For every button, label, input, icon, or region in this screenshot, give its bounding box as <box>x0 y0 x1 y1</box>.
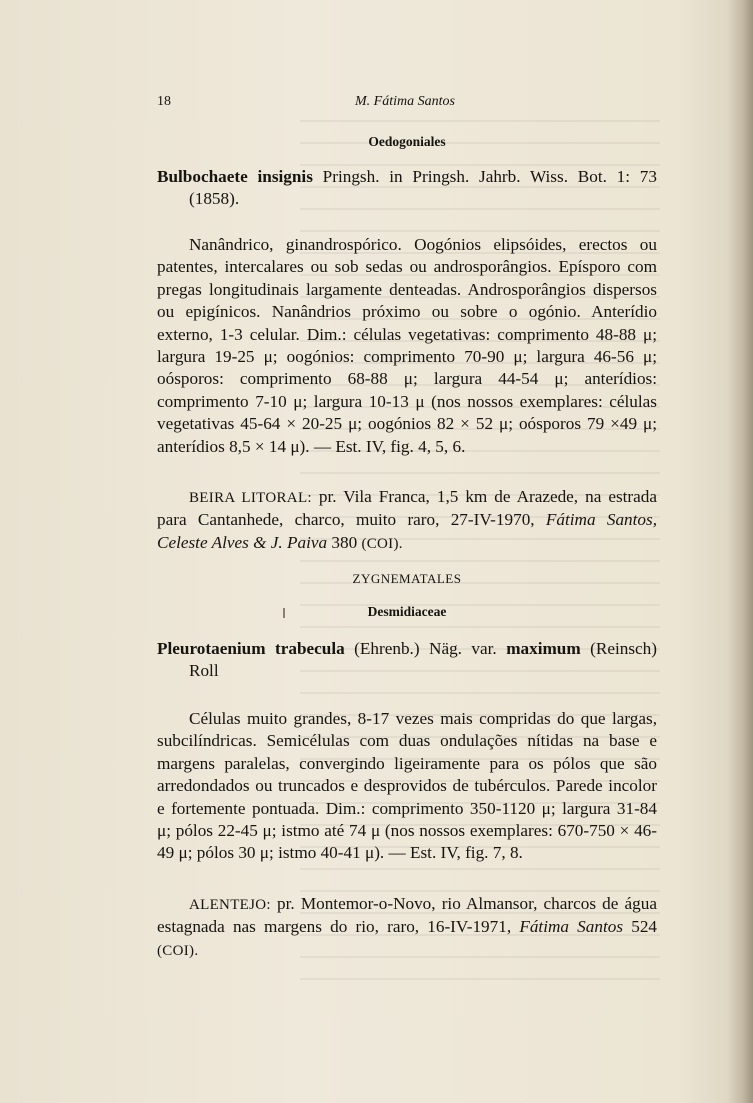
species-name-2: Pleurotaenium trabecula <box>157 639 345 658</box>
locality-record <box>157 486 657 555</box>
locality-record-2 <box>157 893 657 962</box>
locality-region: BEIRA LITORAL: <box>189 490 312 506</box>
order-heading-zygnematales: ZYGNEMATALES <box>352 571 462 586</box>
collector-number-2: 524 <box>623 917 658 937</box>
locality-text-2: pr. Montemor-o-Novo, rio Almansor, charcos de água estagnada nas margens do rio, raro, 16-IV-1971, <box>157 894 657 937</box>
species-authority-2b: (Reinsch) Roll <box>189 639 657 681</box>
running-head: M. Fátima Santos <box>355 94 455 109</box>
family-heading-oedogoniales: Oedogoniales <box>368 134 446 149</box>
species-authority: Pringsh. in Pringsh. Jahrb. Wiss. Bot. 1: 73 (1858). <box>189 167 657 209</box>
collectors-2: Fátima Santos <box>519 917 624 937</box>
species-description-2: Células muito grandes, 8-17 vezes mais compridas do que largas, subcilíndricas. Semicélulas com duas ondulações nítidas na base e margens paralelas, convergindo ligeiramente para os pólos que são arredondados ou truncados e desprovidos de tubérculos. Parede incolor e fortemente pontuada. Dim.: comprimento 350-1120 μ; largura 31-84 μ; pólos 22-45 μ; istmo até 74 μ (nos nossos exemplares: 670-750 × 46-49 μ; pólos 30 μ; istmo 40-41 μ). — Est. IV, fig. 7, 8. <box>157 709 657 863</box>
collectors: Fátima Santos, Celeste Alves & J. Paiva <box>157 510 658 552</box>
page-header <box>157 94 657 114</box>
collector-number: 380 <box>327 532 362 552</box>
herbarium-code-2: (COI). <box>157 942 199 959</box>
species-description: Nanândrico, ginandrospórico. Oogónios elipsóides, erectos ou patentes, intercalares ou sob sedas ou androsporângios. Epísporo com pregas longitudinais largamente denteadas. Androsporângios dispersos ou epigínicos. Nanândrios próximo ou sobre o ogónio. Anterídio externo, 1-3 celular. Dim.: células vegetativas: comprimento 48-88 μ; largura 19-25 μ; oogónios: comprimento 70-90 μ; largura 46-56 μ; oósporos: comprimento 68-88 μ; largura 44-54 μ; anterídios: comprimento 7-10 μ; largura 10-13 μ (nos nossos exemplares: células vegetativas 45-64 × 20-25 μ; oogónios 82 × 52 μ; oósporos 79 ×49 μ; anterídios 8,5 × 14 μ). — Est. IV, fig. 4, 5, 6. <box>157 235 657 456</box>
species-authority-2a: (Ehrenb.) Näg. var. <box>344 639 507 658</box>
species-name: Bulbochaete insignis <box>157 167 313 186</box>
variety-name: maximum <box>506 639 581 658</box>
species-entry-pleurotaenium <box>157 638 657 683</box>
page-edge-shadow <box>727 0 753 1103</box>
locality-text: pr. Vila Franca, 1,5 km de Arazede, na estrada para Cantanhede, charco, muito raro, 27-IV-1970, <box>157 487 657 530</box>
page-number: 18 <box>157 94 171 109</box>
species-entry-bulbochaete <box>157 166 657 211</box>
species-heading <box>157 166 657 211</box>
species-heading-2 <box>157 638 657 683</box>
herbarium-code: (COI). <box>361 535 403 552</box>
family-heading-desmidiaceae: Desmidiaceae <box>367 604 447 619</box>
locality-region-2: ALENTEJO: <box>189 897 271 913</box>
